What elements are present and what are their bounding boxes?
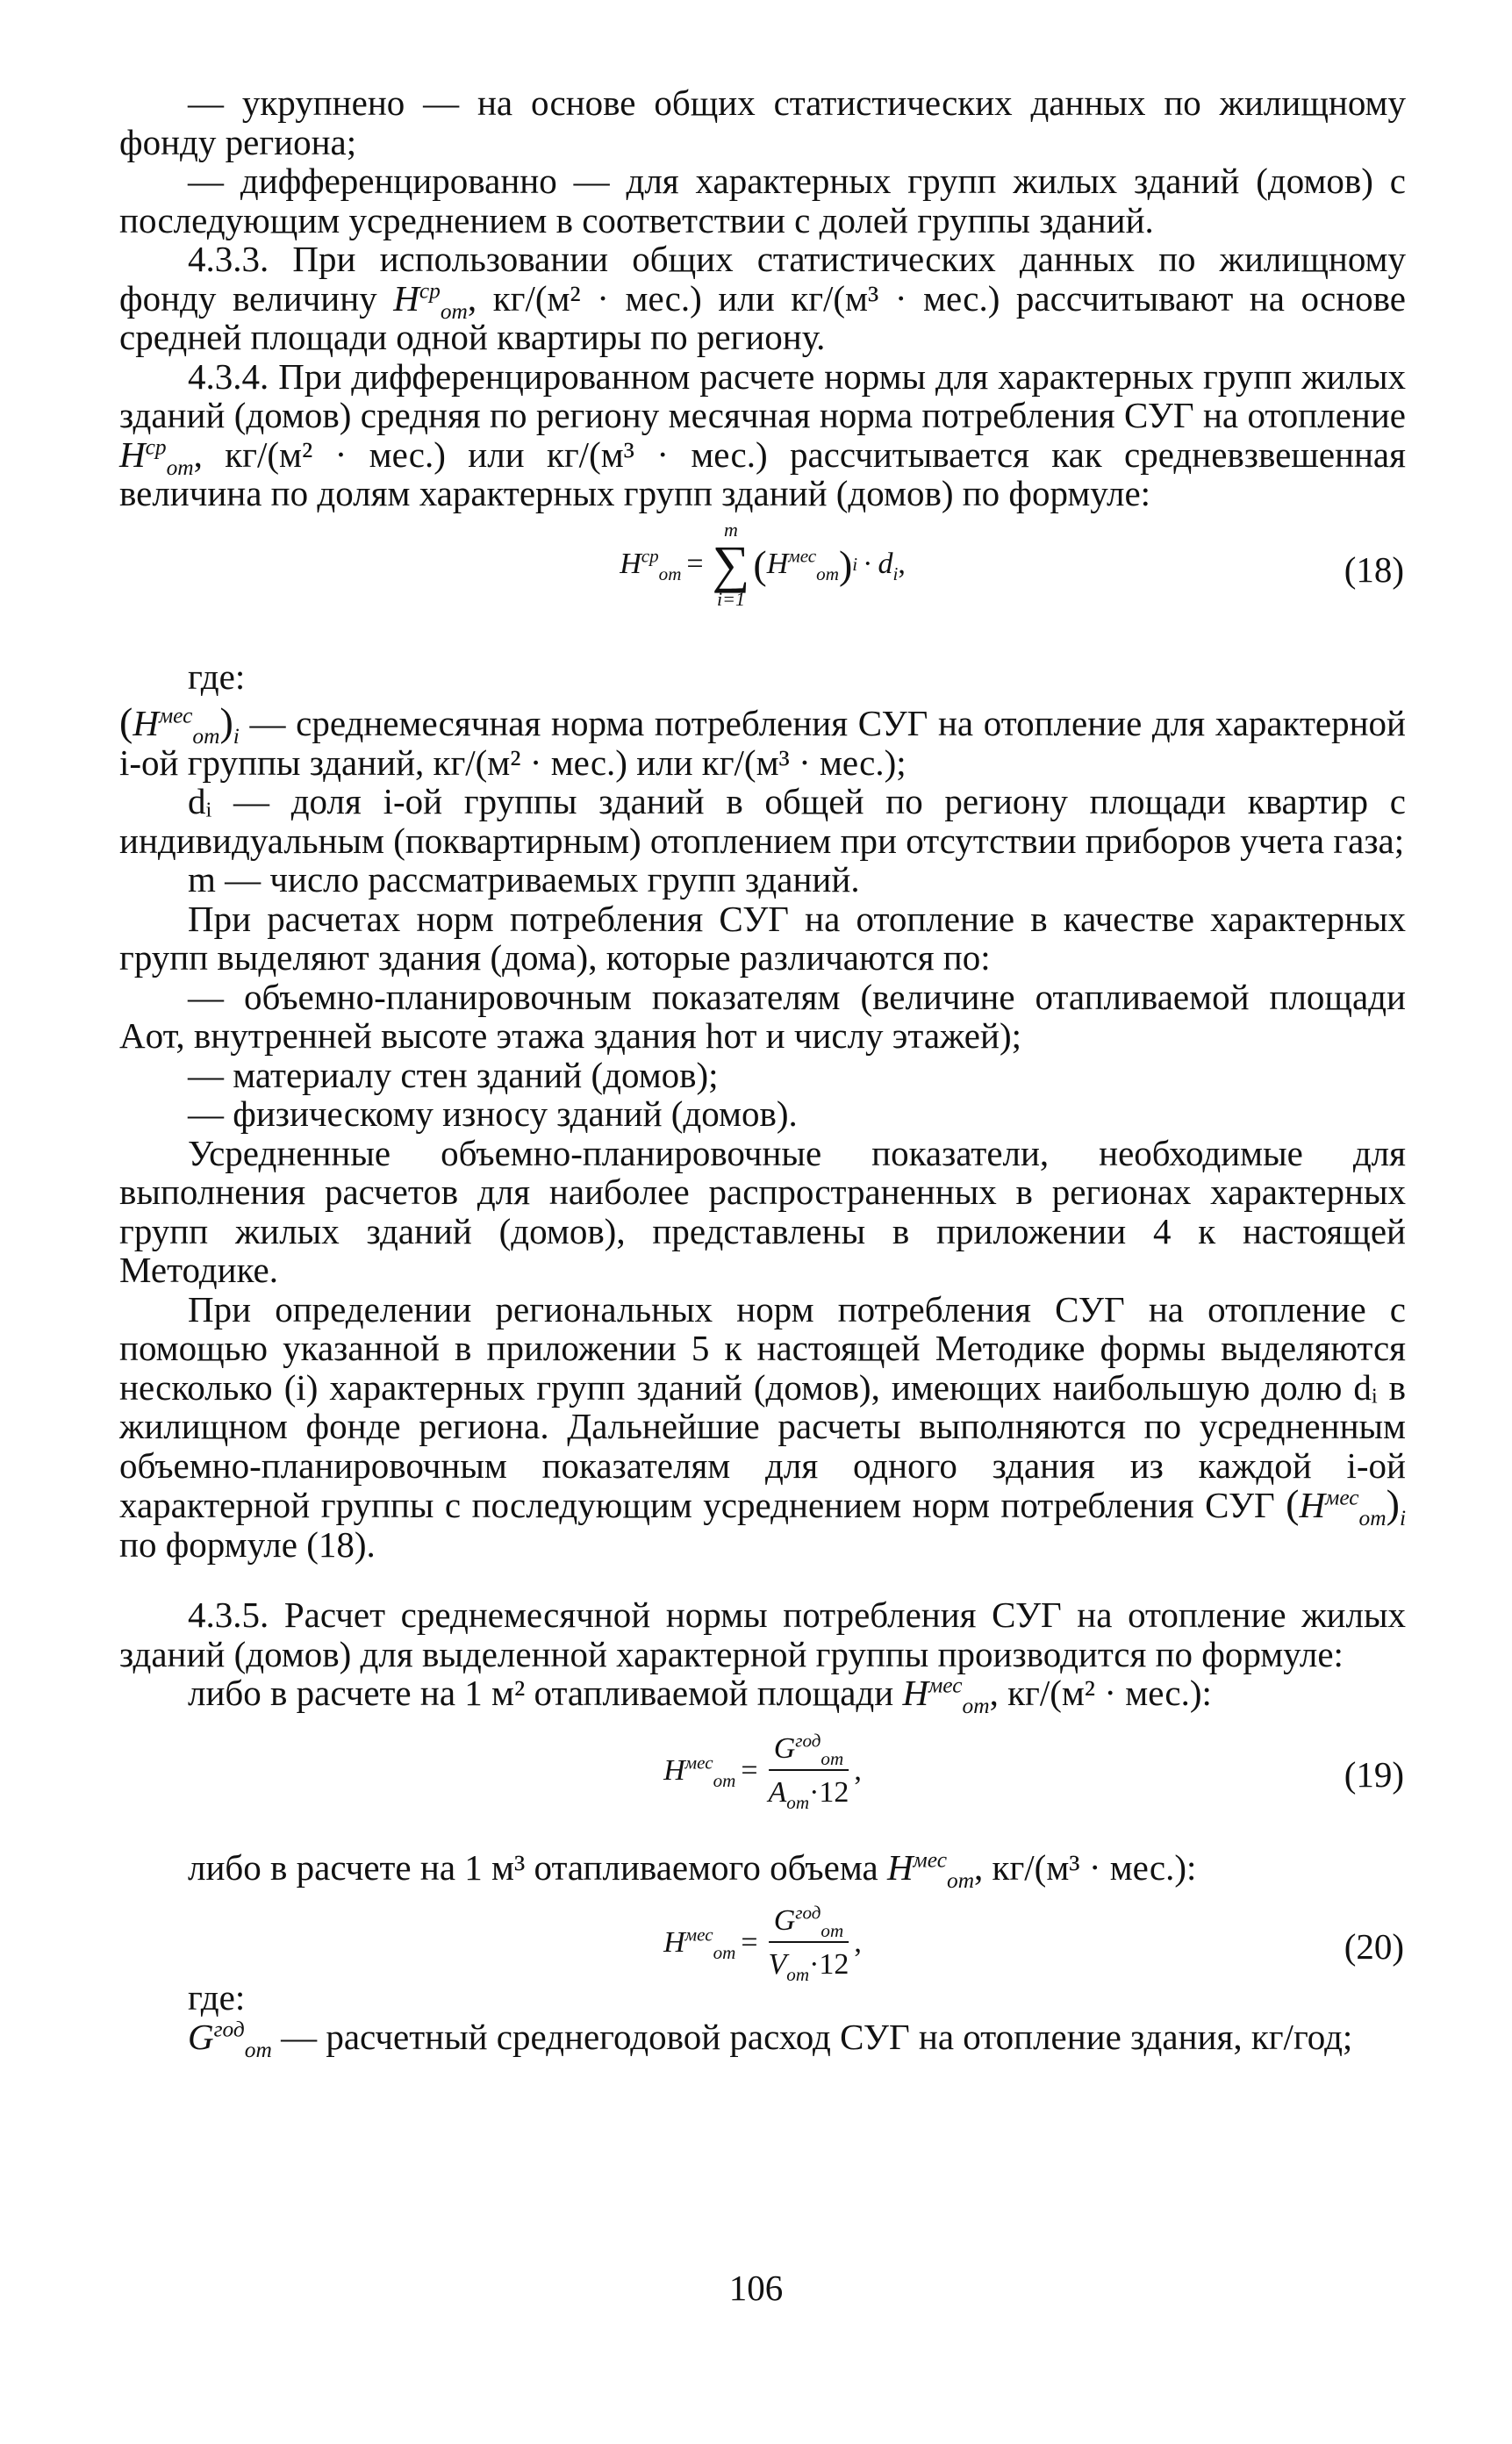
per-volume-line: либо в расчете на 1 м³ отапливаемого объема $H^{мес}_{от}$, кг/(м³ · мес.): <box>188 1846 1197 1893</box>
equation-number-19: (19) <box>1344 1753 1404 1795</box>
paragraph-4-3-3: 4.3.3. При использовании общих статистических данных по жилищному фонду величину $H^{ср}_{от}$, кг/(м² · мес.) или кг/(м³ · мес.) рассчитывают на основе средней площади одной квартиры по региону. <box>119 239 1406 357</box>
symbol-h-ot-mes-i: $(H^{мес}_{от})_i$ <box>1286 1481 1406 1531</box>
symbol-h-ot-mes: $H^{мес}_{от}$ <box>902 1673 990 1719</box>
paragraph-aggregate: — укрупнено — на основе общих статистических данных по жилищному фонду региона; <box>119 82 1406 162</box>
sum-operator: m ∑ i=1 <box>712 518 750 610</box>
formula-19 <box>119 1713 1406 1845</box>
symbol-h-ot-sr: $H^{ср}_{от}$ <box>393 277 468 324</box>
paragraph-appendix-4: Усредненные объемно-планировочные показатели, необходимые для выполнения расчетов для наиболее распространенных в регионах характерных групп жилых зданий (домов), представлены в приложении 4 к настоящей Методике. <box>119 1132 1406 1290</box>
definition-g-god: $G^{год}_{от}$ — расчетный среднегодовой расход СУГ на отопление здания, кг/год; <box>188 2016 1353 2062</box>
bullet-wall-material: — материалу стен зданий (домов); <box>188 1054 719 1095</box>
where-label-2: где: <box>188 1977 246 2018</box>
where-label: где: <box>188 656 246 697</box>
page-number: 106 <box>728 2268 784 2308</box>
equation-number-18: (18) <box>1344 548 1404 590</box>
equation-number-20: (20) <box>1344 1926 1404 1967</box>
paragraph-4-3-4: 4.3.4. При дифференцированном расчете нормы для характерных групп жилых зданий (домов) средняя по региону месячная норма потребления СУГ на отопление $H^{ср}_{от}$, кг/(м² · мес.) или кг/(м³ · мес.) рассчитывается как средневзвешенная величина по долям характерных групп зданий (домов) по формуле: <box>119 355 1406 513</box>
formula-18 <box>119 513 1406 627</box>
paragraph-groups: При расчетах норм потребления СУГ на отопление в качестве характерных групп выделяют здания (дома), которые различаются по: <box>119 898 1406 978</box>
paragraph-differentiated: — дифференцированно — для характерных групп жилых зданий (домов) с последующим усреднением в соответствии с долей группы зданий. <box>119 161 1406 240</box>
symbol-h-ot-mes: $H^{мес}_{от}$ <box>886 1846 975 1893</box>
bullet-physical-wear: — физическому износу зданий (домов). <box>188 1093 798 1134</box>
bullet-volume-planning: — объемно-планировочным показателям (величине отапливаемой площади Aот, внутренней высоте этажа здания hот и числу этажей); <box>119 976 1406 1056</box>
definition-d-i: dᵢ — доля i-ой группы зданий в общей по региону площади квартир с индивидуальным (поквартирным) отоплением при отсутствии приборов учета газа; <box>119 781 1406 861</box>
formula-18-expression: $H^{ср}_{от}$ = m ∑ i=1 ( $H^{мес}_{от}$ ) i · $d_i$ , <box>620 518 906 610</box>
formula-20-expression: $H^{мес}_{от}$ = $\frac{G^{год}_{от}}{V_{от}\cdot 12}$ , <box>663 1902 862 1985</box>
definition-h-mes-i: $(H^{мес}_{от})_i$ — среднемесячная норма потребления СУГ на отопление для характерной i-ой группы зданий, кг/(м² · мес.) или кг/(м³ · мес.); <box>119 699 1406 783</box>
fraction-20: $\frac{G^{год}_{от}}{V_{от}\cdot 12}$ <box>768 1902 849 1985</box>
formula-20 <box>119 1887 1406 1989</box>
fraction-19: $\frac{G^{год}_{от}}{A_{от}\cdot 12}$ <box>768 1730 849 1813</box>
symbol-h-ot-sr: $H^{ср}_{от}$ <box>119 434 194 480</box>
paragraph-appendix-5: При определении региональных норм потребления СУГ на отопление с помощью указанной в приложении 5 к настоящей Методике формы выделяются несколько (i) характерных групп зданий (домов), имеющих наибольшую долю dᵢ в жилищном фонде региона. Дальнейшие расчеты выполняются по усредненным объемно-планировочным показателям для одного здания из каждой i-ой характерной группы с последующим усреднением норм потребления СУГ $(H^{мес}_{от})_i$ по формуле (18). <box>119 1288 1406 1565</box>
definition-m: m — число рассматриваемых групп зданий. <box>188 859 860 899</box>
formula-19-expression: $H^{мес}_{от}$ = $\frac{G^{год}_{от}}{A_{от}\cdot 12}$ , <box>663 1730 862 1813</box>
per-area-line: либо в расчете на 1 м² отапливаемой площади $H^{мес}_{от}$, кг/(м² · мес.): <box>188 1673 1212 1719</box>
symbol-g-ot-god: $G^{год}_{от}$ <box>188 2016 272 2062</box>
document-page <box>119 82 1406 2062</box>
symbol-h-ot-mes-i: $(H^{мес}_{от})_i$ <box>119 699 240 749</box>
paragraph-4-3-5: 4.3.5. Расчет среднемесячной нормы потребления СУГ на отопление жилых зданий (домов) для выделенной характерной группы производится по формуле: <box>119 1595 1406 1674</box>
